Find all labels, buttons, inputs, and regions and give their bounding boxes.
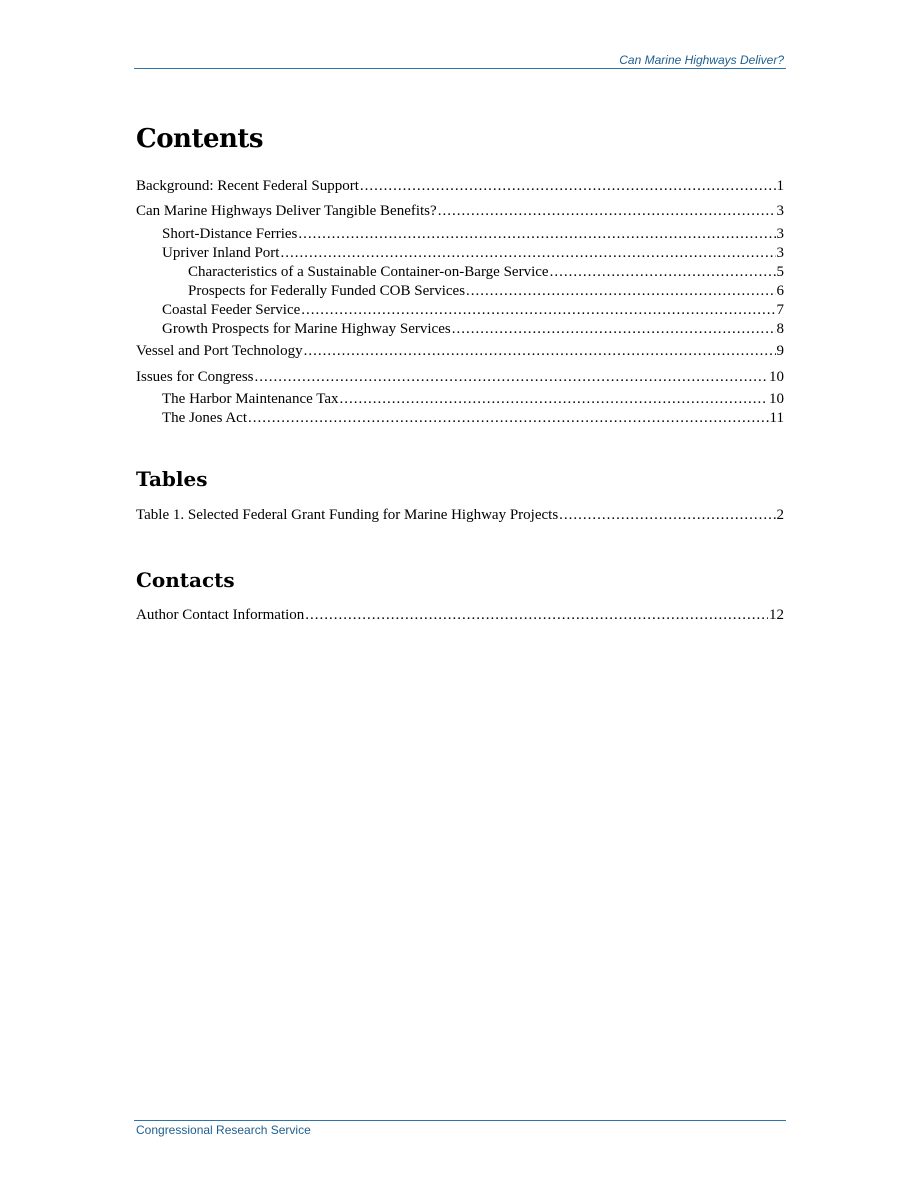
toc-entry-cob-prospects[interactable] <box>188 282 784 300</box>
toc-entry-title: Table 1. Selected Federal Grant Funding for Marine Highway Projects <box>136 507 559 523</box>
dot-leader <box>304 342 776 360</box>
toc-entry-author-contact[interactable] <box>136 606 784 624</box>
contents-heading: Contents <box>136 124 264 154</box>
dot-leader <box>452 320 776 338</box>
running-title: Can Marine Highways Deliver? <box>619 53 784 67</box>
toc-entry-title: Background: Recent Federal Support <box>136 178 359 194</box>
toc-entry-table-1[interactable] <box>136 506 784 524</box>
toc-entry-title: Can Marine Highways Deliver Tangible Benefits? <box>136 203 437 219</box>
toc-entry-page: 3 <box>776 226 784 242</box>
toc-entry-title: Short-Distance Ferries <box>162 226 298 242</box>
toc-entry-page: 5 <box>776 264 784 280</box>
dot-leader <box>298 225 775 243</box>
toc-entry-jones-act[interactable] <box>162 409 784 427</box>
toc-entry-title: Issues for Congress <box>136 369 254 385</box>
toc-entry-background[interactable] <box>136 177 784 195</box>
toc-entry-growth-prospects[interactable] <box>162 320 784 338</box>
dot-leader <box>360 177 776 195</box>
toc-entry-title: Author Contact Information <box>136 607 305 623</box>
toc-entry-title: Growth Prospects for Marine Highway Services <box>162 321 451 337</box>
contacts-heading: Contacts <box>136 568 235 592</box>
dot-leader <box>255 368 769 386</box>
footer-org: Congressional Research Service <box>136 1123 311 1137</box>
toc-entry-issues-for-congress[interactable] <box>136 368 784 386</box>
toc-entry-title: Prospects for Federally Funded COB Services <box>188 283 466 299</box>
running-header <box>134 52 786 69</box>
toc-entry-vessel-port-technology[interactable] <box>136 342 784 360</box>
toc-entry-harbor-maintenance-tax[interactable] <box>162 390 784 408</box>
toc-entry-title: Vessel and Port Technology <box>136 343 303 359</box>
toc-entry-cob-characteristics[interactable] <box>188 263 784 281</box>
toc-entry-page: 7 <box>776 302 784 318</box>
toc-entry-page: 10 <box>769 369 784 385</box>
dot-leader <box>248 409 769 427</box>
tables-heading: Tables <box>136 467 208 491</box>
toc-entry-upriver-inland-port[interactable] <box>162 244 784 262</box>
toc-entry-title: Coastal Feeder Service <box>162 302 301 318</box>
dot-leader <box>559 506 775 524</box>
dot-leader <box>438 202 776 220</box>
toc-entry-page: 11 <box>769 410 784 426</box>
toc-entry-page: 6 <box>776 283 784 299</box>
toc-entry-page: 3 <box>776 245 784 261</box>
dot-leader <box>280 244 775 262</box>
dot-leader <box>305 606 768 624</box>
toc-entry-title: The Harbor Maintenance Tax <box>162 391 339 407</box>
toc-entry-short-distance-ferries[interactable] <box>162 225 784 243</box>
toc-entry-tangible-benefits[interactable] <box>136 202 784 220</box>
dot-leader <box>550 263 776 281</box>
toc-entry-title: The Jones Act <box>162 410 247 426</box>
dot-leader <box>301 301 775 319</box>
dot-leader <box>340 390 768 408</box>
toc-entry-page: 3 <box>776 203 784 219</box>
toc-entry-page: 12 <box>769 607 784 623</box>
toc-entry-page: 2 <box>776 507 784 523</box>
toc-entry-page: 10 <box>769 391 784 407</box>
toc-entry-page: 8 <box>776 321 784 337</box>
dot-leader <box>466 282 775 300</box>
toc-entry-page: 9 <box>776 343 784 359</box>
page-footer <box>134 1120 786 1137</box>
toc-entry-coastal-feeder[interactable] <box>162 301 784 319</box>
toc-entry-title: Characteristics of a Sustainable Container-on-Barge Service <box>188 264 549 280</box>
toc-entry-page: 1 <box>776 178 784 194</box>
toc-entry-title: Upriver Inland Port <box>162 245 280 261</box>
